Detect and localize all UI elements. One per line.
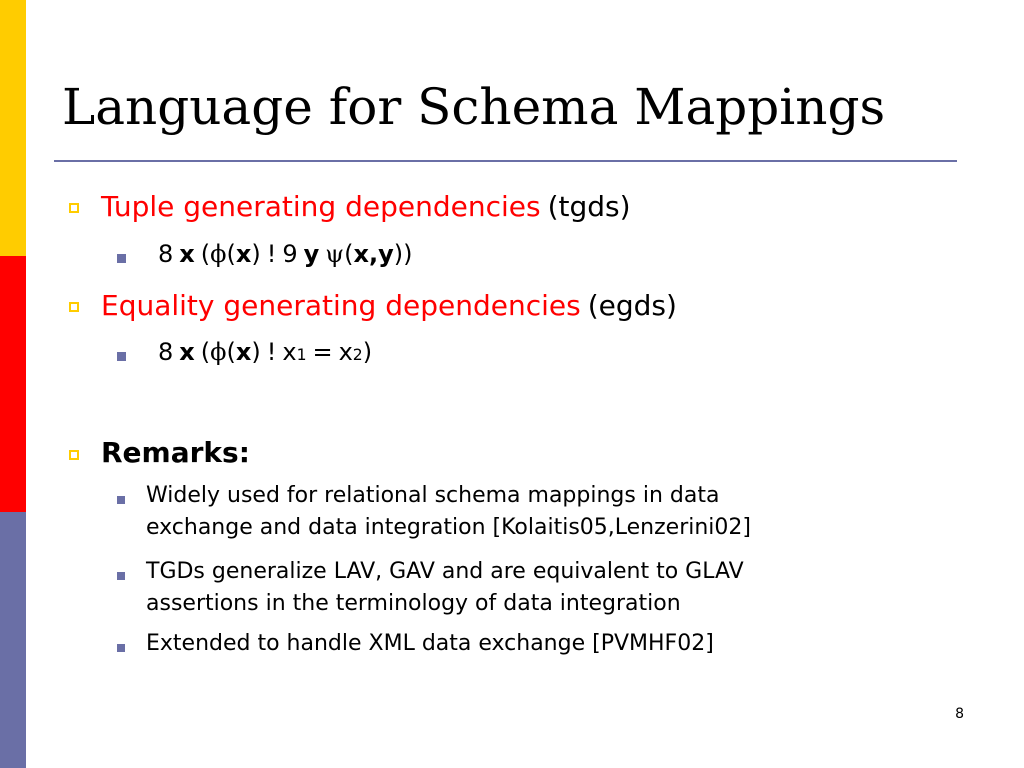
phi-symbol: ϕ [210,338,227,366]
forall-symbol: 8 [158,338,174,366]
implies-symbol: ! [266,338,277,366]
filled-square-bullet-icon [117,572,125,580]
filled-square-bullet-icon [117,644,125,652]
remark-item: Extended to handle XML data exchange [PVMHF02] [146,631,714,656]
egds-term: Equality generating dependencies [101,289,581,322]
psi-symbol: ψ [325,240,345,268]
remark-item: Widely used for relational schema mappings in data exchange and data integration [Kolaitis05,Lenzerini02] [146,483,751,540]
stripe-yellow [0,0,26,256]
exists-symbol: 9 [282,240,298,268]
phi-symbol: ϕ [210,240,227,268]
slide-title: Language for Schema Mappings [62,78,886,136]
implies-symbol: ! [266,240,277,268]
egds-abbr: (egds) [587,289,677,322]
tgds-abbr: (tgds) [547,190,631,223]
filled-square-bullet-icon [117,352,126,361]
egd-formula: 8 x ( ϕ ( x ) ! x 1 = x 2 ) [158,338,373,366]
tgds-term: Tuple generating dependencies [101,190,541,223]
page-number: 8 [955,706,964,722]
filled-square-bullet-icon [117,496,125,504]
hollow-square-bullet-icon [69,302,79,312]
remarks-heading: Remarks: [101,436,250,469]
tgd-formula: 8 x ( ϕ ( x ) ! 9 y ψ ( x , y )) [158,240,413,268]
stripe-red [0,256,26,512]
filled-square-bullet-icon [117,254,126,263]
egds-line [101,289,677,322]
hollow-square-bullet-icon [69,203,79,213]
hollow-square-bullet-icon [69,450,79,460]
forall-symbol: 8 [158,240,174,268]
tgds-line [101,190,631,223]
title-rule [54,160,957,162]
remark-item: TGDs generalize LAV, GAV and are equivalent to GLAV assertions in the terminology of data integration [146,559,744,616]
stripe-blue [0,512,26,768]
